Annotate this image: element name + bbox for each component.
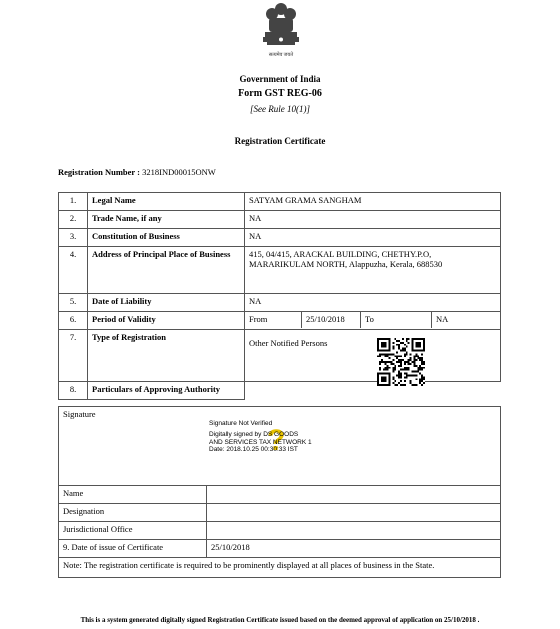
national-emblem-icon [257, 0, 305, 62]
table-row [59, 247, 501, 294]
designation-label: Designation [59, 504, 207, 522]
registration-type-cell [245, 330, 501, 382]
row-number: 4. [59, 247, 88, 294]
address-value: 415, 04/415, ARACKAL BUILDING, CHETHY.P.O, MARARIKULAM NORTH, Alappuzha, Kerala, 688530 [245, 247, 501, 294]
row-number: 3. [59, 229, 88, 247]
trade-name-value: NA [245, 211, 501, 229]
rule-reference: [See Rule 10(1)] [250, 104, 310, 114]
designation-value [207, 504, 501, 522]
table-row [59, 486, 501, 504]
signature-date: Date: 2018.10.25 00:30:33 IST [209, 446, 298, 454]
note-text: Note: The registration certificate is required to be prominently displayed at all places of business in the State. [59, 558, 501, 578]
signature-label: Signature [59, 407, 501, 486]
table-row [59, 294, 501, 312]
government-heading: Government of India [239, 74, 321, 84]
signature-signer: Digitally signed by DS GOODS [209, 430, 299, 438]
approving-authority-label: Particulars of Approving Authority [88, 382, 245, 400]
footer-text: This is a system generated digitally signed Registration Certificate issued based on the deemed approval of application on 25/10/2018 . [80, 616, 480, 624]
liability-date-label: Date of Liability [88, 294, 245, 312]
emblem-caption: सत्यमेव जयते [268, 53, 294, 58]
signature-status: Signature Not Verified [209, 420, 273, 427]
table-row [59, 211, 501, 229]
table-row [59, 504, 501, 522]
registration-number [58, 167, 216, 177]
jurisdictional-office-value [207, 522, 501, 540]
jurisdictional-office-label: Jurisdictional Office [59, 522, 207, 540]
registration-number-label: Registration Number : [58, 167, 140, 177]
constitution-label: Constitution of Business [88, 229, 245, 247]
row-number: 5. [59, 294, 88, 312]
certificate-title: Registration Certificate [234, 136, 326, 146]
validity-cell [245, 312, 501, 330]
name-label: Name [59, 486, 207, 504]
constitution-value: NA [245, 229, 501, 247]
table-row [59, 382, 501, 400]
liability-date-value: NA [245, 294, 501, 312]
legal-name-label: Legal Name [88, 193, 245, 211]
issue-date-label: 9. Date of issue of Certificate [59, 540, 207, 558]
registration-number-value: 3218IND00015ONW [142, 167, 216, 177]
table-row [59, 522, 501, 540]
table-row [59, 330, 501, 382]
row-number: 2. [59, 211, 88, 229]
row-number: 7. [59, 330, 88, 382]
row-number: 8. [59, 382, 88, 400]
validity-to-value: NA [436, 314, 449, 324]
validity-from-value: 25/10/2018 [302, 312, 361, 328]
table-row [59, 193, 501, 211]
form-title: Form GST REG-06 [238, 88, 322, 99]
legal-name-value: SATYAM GRAMA SANGHAM [245, 193, 501, 211]
validity-label: Period of Validity [88, 312, 245, 330]
table-row [59, 229, 501, 247]
digital-signature-block [209, 420, 312, 454]
validity-to-label: To [361, 312, 432, 328]
row-number: 1. [59, 193, 88, 211]
registration-type-value: Other Notified Persons [249, 338, 328, 348]
table-row [59, 312, 501, 330]
signature-signer-org: AND SERVICES TAX NETWORK 1 [209, 438, 312, 446]
table-row [59, 540, 501, 558]
table-row [59, 558, 501, 578]
signature-check-icon: ? [267, 424, 286, 457]
qr-code-icon [377, 338, 425, 386]
row-number: 6. [59, 312, 88, 330]
details-table [58, 192, 501, 400]
trade-name-label: Trade Name, if any [88, 211, 245, 229]
issue-date-value: 25/10/2018 [207, 540, 501, 558]
address-label: Address of Principal Place of Business [88, 247, 245, 294]
validity-from-label: From [245, 312, 302, 328]
registration-type-label: Type of Registration [88, 330, 245, 382]
name-value [207, 486, 501, 504]
